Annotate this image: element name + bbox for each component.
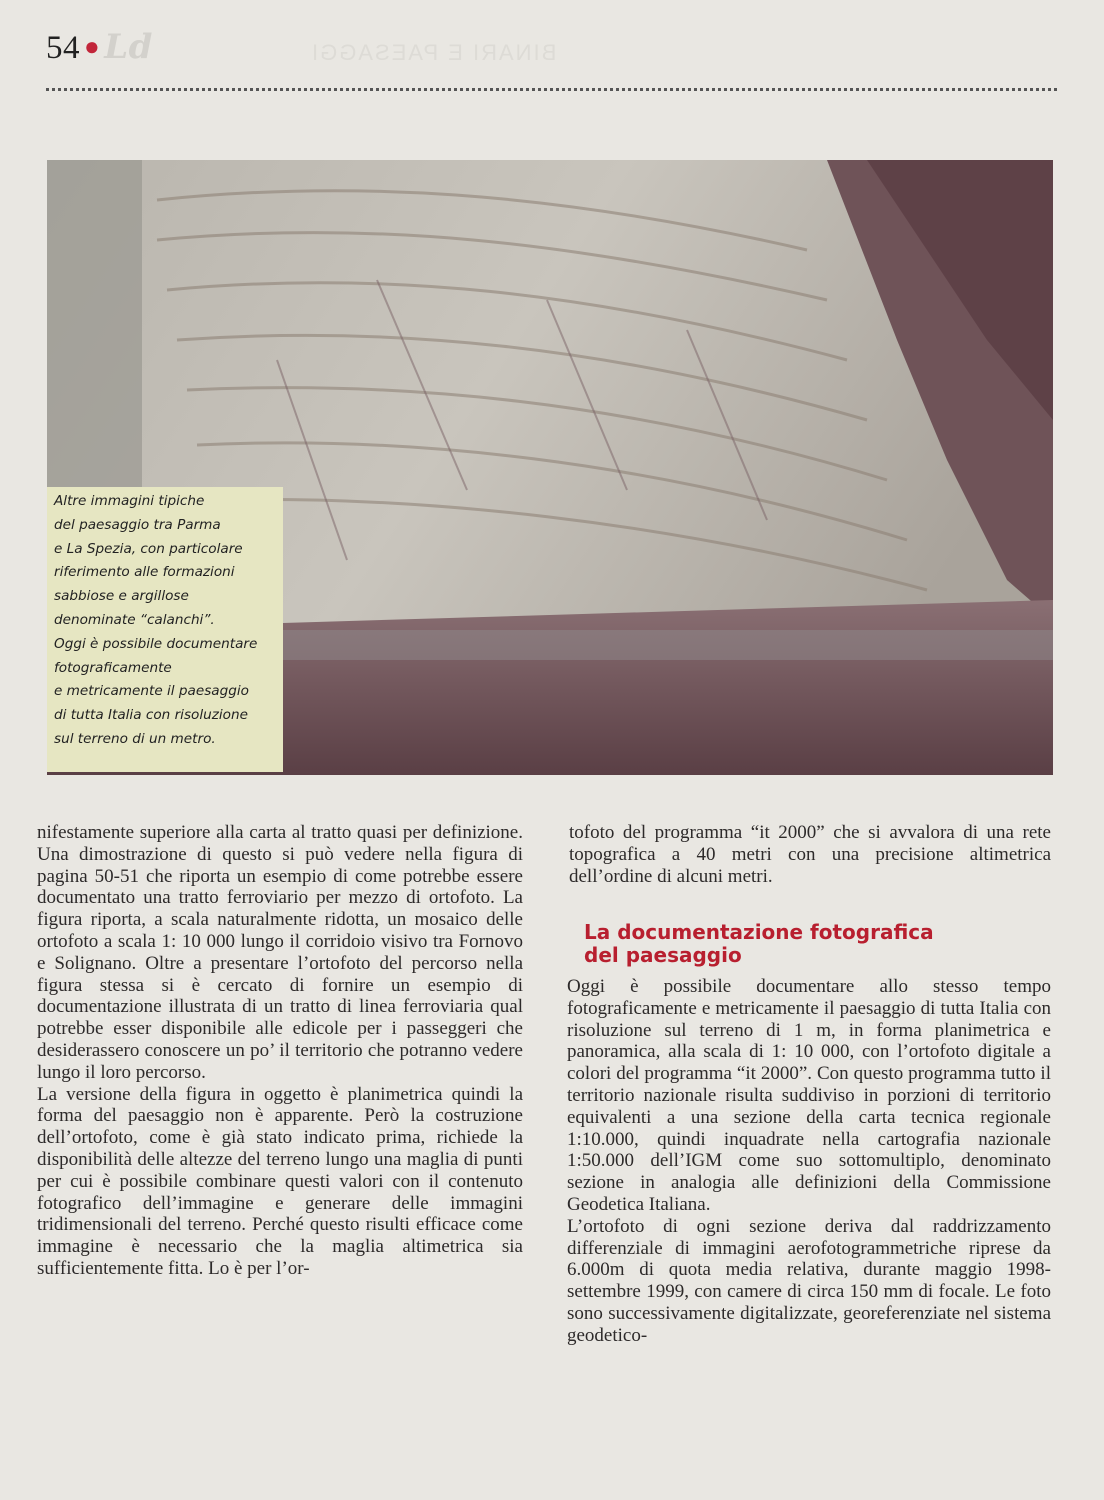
section-heading	[584, 921, 964, 967]
caption-line: e metricamente il paesaggio	[54, 683, 249, 700]
bleed-through-text: BINARI E PAESAGGI	[310, 40, 557, 65]
photo-caption	[54, 490, 282, 752]
caption-line: Oggi è possibile documentare	[54, 635, 258, 652]
body-paragraph: L’ortofoto di ogni sezione deriva dal raddrizzamento differenziale di immagini aerofotogrammetriche riprese da 6.000m di quota media relativa, durante maggio 1998- settembre 1999, con camere di circa 150 mm di focale. Le foto sono successivamente digitalizzate, georeferenziate nel sistema geodetico-	[567, 1215, 1051, 1346]
right-column	[567, 976, 1051, 1347]
body-paragraph: La versione della figura in oggetto è planimetrica quindi la forma del paesaggio non è apparente. Però la costruzione dell’ortofoto, come è già stato indicato prima, richiede la disponibilità delle altezze del terreno lungo una maglia di punti per cui è possibile combinare questi valori con il contenuto fotografico dell’immagine e generare delle immagini tridimensionali del terreno. Perché questo risulti efficace come immagine è necessario che la maglia altimetrica sia sufficientemente fitta. Lo è per l’or-	[37, 1083, 523, 1279]
page-number	[46, 27, 153, 67]
bullet-dot-icon: ●	[84, 32, 101, 61]
caption-line: di tutta Italia con risoluzione	[54, 707, 248, 724]
caption-line: riferimento alle formazioni	[54, 564, 235, 581]
heading-line: La documentazione fotografica	[584, 920, 934, 944]
body-paragraph: tofoto del programma “it 2000” che si avvalora di una rete topografica a 40 metri con una precisione altimetrica dell’ordine di alcuni metri.	[569, 822, 1051, 887]
dotted-divider	[46, 88, 1057, 91]
body-paragraph: nifestamente superiore alla carta al tratto quasi per definizione. Una dimostrazione di questo si può vedere nella figura di pagina 50-51 che riporta un esempio di come potrebbe essere documentato una tratto ferroviario per mezzo di ortofoto. La figura riporta, a scala naturalmente ridotta, un mosaico delle ortofoto a scala 1: 10 000 lungo il corridoio visivo tra Fornovo e Solignano. Oltre a presentare l’ortofoto del percorso nella figura stessa si è cercato di fornire un esempio di documentazione illustrata di un tratto di linea ferroviaria qual potrebbe esser disponibile alle edicole per i passeggeri che desiderassero conoscere un po’ il territorio che potranno vedere lungo il loro percorso.	[37, 822, 523, 1083]
caption-line: sabbiose e argillose	[54, 588, 189, 605]
caption-line: sul terreno di un metro.	[54, 730, 216, 747]
caption-line: e La Spezia, con particolare	[54, 540, 243, 557]
right-column-top	[569, 822, 1051, 887]
caption-line: denominate “calanchi”.	[54, 611, 215, 628]
magazine-logo: Ld	[104, 27, 153, 67]
heading-line: del paesaggio	[584, 943, 742, 967]
caption-line: del paesaggio tra Parma	[54, 516, 221, 533]
page-number-text: 54	[46, 30, 80, 66]
body-paragraph: Oggi è possibile documentare allo stesso tempo fotograficamente e metricamente il paesaggio di tutta Italia con risoluzione sul terreno di 1 m, in forma planimetrica e panoramica, alla scala di 1: 10 000, con l’ortofoto digitale a colori del programma “it 2000”. Con questo programma tutto il territorio nazionale risulta suddiviso in porzioni di territorio equivalenti a una sezione della carta tecnica regionale 1:10.000, quindi inquadrate nella cartografia nazionale 1:50.000 dell’IGM come suo sottomultiplo, denominato sezione in analogia alle definizioni della Commissione Geodetica Italiana.	[567, 976, 1051, 1215]
caption-line: fotograficamente	[54, 659, 172, 676]
caption-line: Altre immagini tipiche	[54, 493, 205, 509]
left-column	[37, 822, 523, 1280]
